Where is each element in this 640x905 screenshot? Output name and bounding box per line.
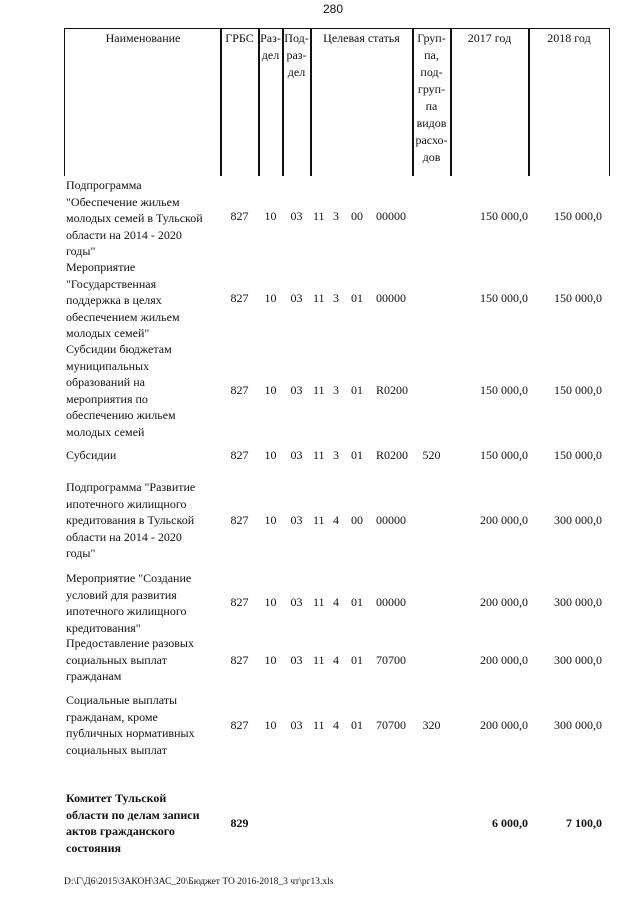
row-y2018: 150 000,0: [554, 291, 602, 305]
row-y2018: 300 000,0: [554, 653, 602, 667]
row-razdel: 10: [264, 718, 277, 732]
row-y2018: 300 000,0: [554, 513, 602, 527]
row-y2018: 150 000,0: [554, 448, 602, 462]
row-y2018: 150 000,0: [554, 209, 602, 223]
row-name: Мероприятие "Создание условий для развития ипотечного жилищного кредитования": [66, 571, 192, 635]
row-y2017: 6 000,0: [492, 816, 528, 830]
row-t1: 11: [313, 595, 325, 609]
divider: [450, 28, 452, 176]
row-t3: 01: [351, 383, 363, 397]
header-grbs: ГРБС: [225, 31, 254, 45]
row-grbs: 827: [230, 209, 249, 223]
row-t2: 4: [333, 595, 339, 609]
row-y2017: 150 000,0: [480, 448, 528, 462]
row-razdel: 10: [264, 513, 277, 527]
row-t3: 01: [351, 448, 363, 462]
row-razdel: 10: [264, 291, 277, 305]
row-podrazdel: 03: [290, 653, 303, 667]
row-t4: R0200: [376, 448, 409, 462]
row-podrazdel: 03: [290, 291, 303, 305]
header-group: Груп- па, под- груп- па видов расхо- дов: [415, 31, 448, 164]
row-grbs: 829: [230, 816, 249, 830]
row-y2018: 300 000,0: [554, 718, 602, 732]
row-razdel: 10: [264, 383, 277, 397]
row-grbs: 827: [230, 383, 249, 397]
row-t3: 00: [351, 209, 363, 223]
header-2017: 2017 год: [467, 31, 512, 45]
row-t1: 11: [313, 448, 325, 462]
row-y2018: 7 100,0: [566, 816, 602, 830]
header-razdel: Раз- дел: [260, 31, 281, 62]
row-t1: 11: [313, 291, 325, 305]
row-podrazdel: 03: [290, 513, 303, 527]
file-path-footer: D:\Г\Д6\2015\ЗАКОН\ЗАС_20\Бюджет ТО 2016-2018_3 чт\рг13.xls: [64, 877, 334, 887]
row-grbs: 827: [230, 291, 249, 305]
row-t4: 00000: [376, 291, 406, 305]
row-grbs: 827: [230, 718, 249, 732]
row-y2017: 150 000,0: [480, 209, 528, 223]
row-y2017: 200 000,0: [480, 513, 528, 527]
row-t1: 11: [313, 513, 325, 527]
row-razdel: 10: [264, 653, 277, 667]
row-name: Комитет Тульской области по делам записи актов гражданского состояния: [66, 791, 200, 855]
row-podrazdel: 03: [290, 209, 303, 223]
row-t3: 01: [351, 718, 363, 732]
row-t2: 4: [333, 718, 339, 732]
row-t2: 4: [333, 513, 339, 527]
row-razdel: 10: [264, 595, 277, 609]
row-podrazdel: 03: [290, 595, 303, 609]
row-podrazdel: 03: [290, 448, 303, 462]
row-grbs: 827: [230, 448, 249, 462]
row-t4: 00000: [376, 209, 406, 223]
row-t1: 11: [313, 209, 325, 223]
row-razdel: 10: [264, 448, 277, 462]
row-t4: 70700: [376, 653, 406, 667]
row-t2: 3: [333, 383, 339, 397]
header-podrazdel: Под- раз- дел: [284, 31, 309, 79]
row-name: Субсидии: [66, 448, 117, 462]
row-y2017: 150 000,0: [480, 383, 528, 397]
row-group: 520: [422, 448, 441, 462]
row-name: Подпрограмма "Развитие ипотечного жилищного кредитования в Тульской области на 2014 - 2020 годы": [66, 480, 196, 560]
header-target: Целевая статья: [323, 31, 400, 45]
row-t3: 01: [351, 291, 363, 305]
divider: [310, 28, 312, 176]
row-y2017: 150 000,0: [480, 291, 528, 305]
page-number: 280: [323, 2, 344, 16]
row-t1: 11: [313, 383, 325, 397]
row-t4: R0200: [376, 383, 409, 397]
row-group: 320: [422, 718, 441, 732]
row-y2018: 150 000,0: [554, 383, 602, 397]
row-t2: 3: [333, 209, 339, 223]
row-t2: 3: [333, 448, 339, 462]
row-y2017: 200 000,0: [480, 653, 528, 667]
row-t4: 70700: [376, 718, 406, 732]
row-grbs: 827: [230, 595, 249, 609]
divider: [220, 28, 222, 176]
row-t3: 00: [351, 513, 363, 527]
row-t1: 11: [313, 653, 325, 667]
header-2018: 2018 год: [547, 31, 591, 45]
row-name: Предоставление разовых социальных выплат гражданам: [66, 636, 194, 683]
row-t4: 00000: [376, 513, 406, 527]
row-name: Подпрограмма "Обеспечение жильем молодых семей в Тульской области на 2014 - 2020 годы": [66, 178, 203, 258]
row-name: Социальные выплаты гражданам, кроме публичных нормативных социальных выплат: [66, 693, 195, 757]
row-name: Субсидии бюджетам муниципальных образований на мероприятия по обеспечению жильем молодых семей: [66, 342, 176, 439]
row-podrazdel: 03: [290, 718, 303, 732]
row-podrazdel: 03: [290, 383, 303, 397]
divider: [528, 28, 530, 176]
row-t2: 3: [333, 291, 339, 305]
row-t3: 01: [351, 595, 363, 609]
row-y2017: 200 000,0: [480, 595, 528, 609]
row-razdel: 10: [264, 209, 277, 223]
row-y2018: 300 000,0: [554, 595, 602, 609]
row-grbs: 827: [230, 513, 249, 527]
row-t3: 01: [351, 653, 363, 667]
row-name: Мероприятие "Государственная поддержка в целях обеспечением жильем молодых семей": [66, 260, 180, 340]
row-t1: 11: [313, 718, 325, 732]
row-y2017: 200 000,0: [480, 718, 528, 732]
row-t4: 00000: [376, 595, 406, 609]
row-grbs: 827: [230, 653, 249, 667]
row-t2: 4: [333, 653, 339, 667]
header-name: Наименование: [105, 31, 181, 45]
